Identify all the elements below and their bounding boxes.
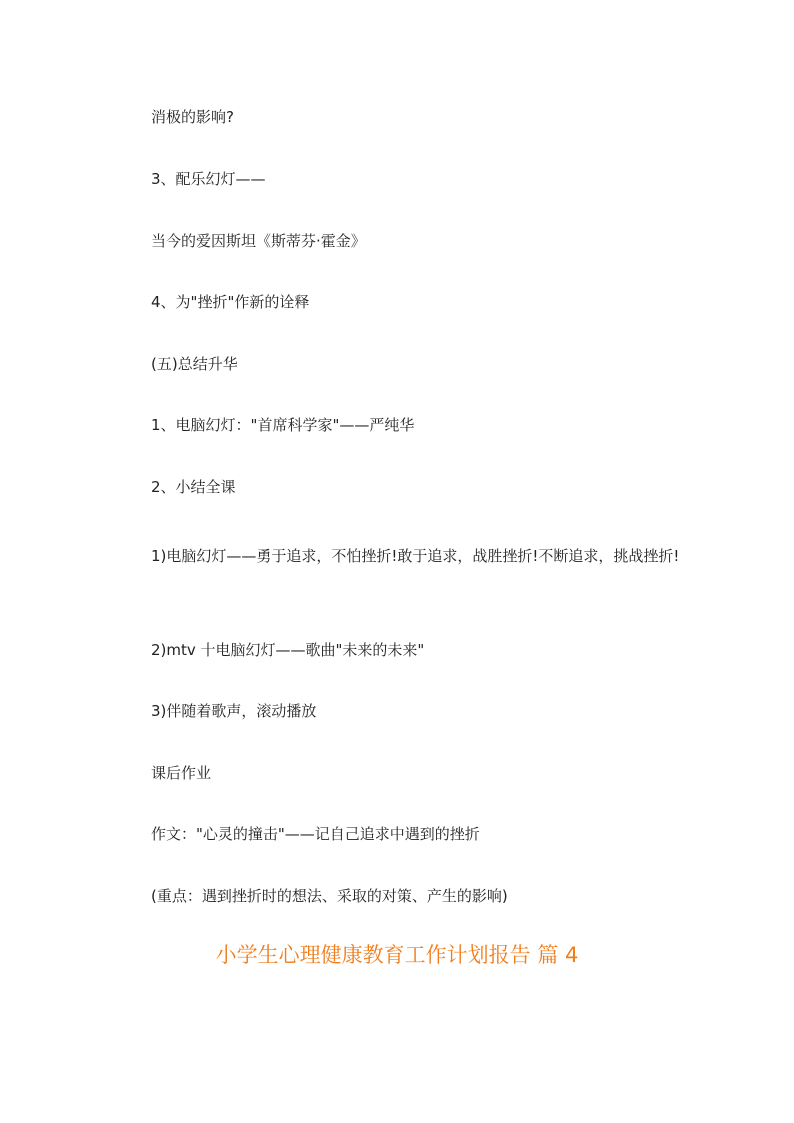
paragraph-negative-impact: 消极的影响? [151,108,234,126]
section-heading: 小学生心理健康教育工作计划报告 篇 4 [215,943,579,967]
paragraph-lesson-summary: 2、小结全课 [151,478,236,496]
paragraph-mtv-song: 2)mtv 十电脑幻灯——歌曲"未来的未来" [151,641,425,659]
paragraph-new-interpretation: 4、为"挫折"作新的诠释 [151,293,310,311]
paragraph-scroll-play: 3)伴随着歌声，滚动播放 [151,702,317,720]
paragraph-pursue-challenge: 1)电脑幻灯——勇于追求，不怕挫折!敢于追求，战胜挫折!不断追求，挑战挫折! [151,547,680,565]
paragraph-chief-scientist: 1、电脑幻灯："首席科学家"——严纯华 [151,416,415,434]
paragraph-summary-heading: (五)总结升华 [151,355,238,373]
paragraph-key-points: (重点：遇到挫折时的想法、采取的对策、产生的影响) [151,887,508,905]
paragraph-homework: 课后作业 [151,764,212,782]
paragraph-composition: 作文："心灵的撞击"——记自己追求中遇到的挫折 [151,825,480,843]
paragraph-hawking: 当今的爱因斯坦《斯蒂芬·霍金》 [151,232,366,250]
paragraph-music-slides: 3、配乐幻灯—— [151,170,266,188]
